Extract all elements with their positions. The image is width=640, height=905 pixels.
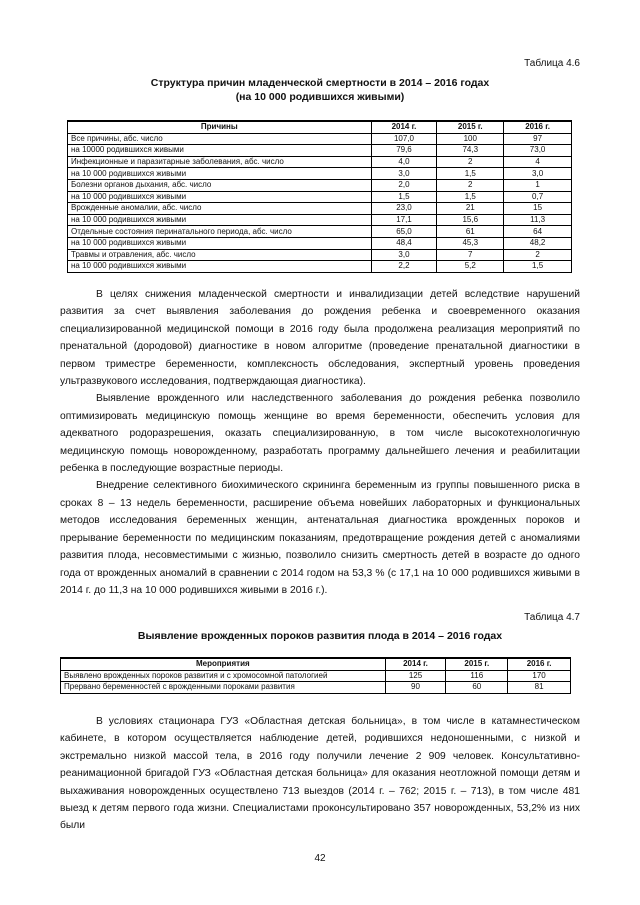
value-cell: 15,6 [437,214,504,226]
row-label-cell: Все причины, абс. число [68,133,372,145]
header-cell: 2015 г. [446,658,508,670]
value-cell: 74,3 [437,145,504,157]
table-row [68,191,572,203]
row-label-cell: Инфекционные и паразитарные заболевания, абс. число [68,156,372,168]
value-cell: 1,5 [371,191,437,203]
value-cell: 73,0 [504,145,572,157]
paragraph: Выявление врожденного или наследственного заболевания до рождения ребенка позволило оптимизировать медицинскую помощь женщине во время беременности, обеспечить условия для адекватного родоразрешения, оказать специализированную, в том числе высокотехнологичную медицинскую помощь новорожденному, разработать программу дальнейшего лечения и реабилитации ребенка в последующие возрастные периоды. [60,393,580,475]
value-cell: 1,5 [437,168,504,180]
row-label-cell: на 10 000 родившихся живыми [68,191,372,203]
table-row [68,133,572,145]
value-cell: 48,2 [504,237,572,249]
value-cell: 81 [508,682,571,694]
value-cell: 0,7 [504,191,572,203]
row-label-cell: на 10 000 родившихся живыми [68,237,372,249]
value-cell: 7 [437,249,504,261]
header-cell: 2015 г. [437,121,504,133]
table2-label: Таблица 4.7 [524,612,580,623]
table1-header-row [68,121,572,133]
table1-title-line2: (на 10 000 родившихся живыми) [235,91,405,103]
value-cell: 100 [437,133,504,145]
header-cell: Причины [68,121,372,133]
table-row [68,145,572,157]
table-row [68,156,572,168]
value-cell: 125 [385,670,446,682]
value-cell: 4,0 [371,156,437,168]
value-cell: 79,6 [371,145,437,157]
table-row [68,179,572,191]
table-row [61,682,571,694]
table-row [68,226,572,238]
value-cell: 21 [437,203,504,215]
value-cell: 11,3 [504,214,572,226]
value-cell: 65,0 [371,226,437,238]
value-cell: 97 [504,133,572,145]
table-row [68,249,572,261]
table2 [60,657,571,694]
value-cell: 3,0 [371,168,437,180]
text-block-2 [60,713,580,835]
row-label-cell: Отдельные состояния перинатального периода, абс. число [68,226,372,238]
header-cell: Мероприятия [61,658,386,670]
value-cell: 1 [504,179,572,191]
value-cell: 15 [504,203,572,215]
paragraph: В условиях стационара ГУЗ «Областная детская больница», в том числе в катамнестическом кабинете, в котором осуществляется наблюдение детей, родившихся недоношенными, с низкой и экстремально низкой массой тела, в 2016 году получили лечение 2 909 человек. Консультативно-реанимационной бригадой ГУЗ «Областная детская больница» для оказания неотложной помощи детям и выхаживания новорожденных осуществлено 713 выездов (2014 г. – 762; 2015 г. – 713), в том числе 481 выезд к детям первого года жизни. Специалистами проконсультировано 357 новорожденных, 53,2% из них были [60,716,580,832]
table-row [68,203,572,215]
value-cell: 170 [508,670,571,682]
text-block-1 [60,286,580,599]
row-label-cell: на 10000 родившихся живыми [68,145,372,157]
value-cell: 60 [446,682,508,694]
table2-body [61,670,571,693]
paragraph: Внедрение селективного биохимического скрининга беременным из группы повышенного риска в сроках 8 – 13 недель беременности, расширение объема новейших лабораторных и функциональных методов исследования беременных женщин, антенатальная диагностика врожденных пороков и прерывание беременности по медицинским показаниям, предотвращение рождения детей с аномалиями развития плода, несовместимыми с жизнью, позволило снизить смертность детей в возрасте до одного года от врожденных аномалий в сравнении с 2014 годом на 53,3 % (с 17,1 на 10 000 родившихся живыми в 2014 г. до 11,3 на 10 000 родившихся живыми в 2016 г.). [60,480,580,596]
table-row [61,670,571,682]
row-label-cell: Врожденные аномалии, абс. число [68,203,372,215]
table1 [67,120,572,273]
table-row [68,237,572,249]
value-cell: 17,1 [371,214,437,226]
table-row [68,261,572,273]
header-cell: 2016 г. [508,658,571,670]
value-cell: 48,4 [371,237,437,249]
table1-title-line1: Структура причин младенческой смертности в 2014 – 2016 годах [150,77,490,89]
table-row [68,214,572,226]
value-cell: 45,3 [437,237,504,249]
value-cell: 2 [437,179,504,191]
header-cell: 2014 г. [385,658,446,670]
value-cell: 116 [446,670,508,682]
row-label-cell: на 10 000 родившихся живыми [68,261,372,273]
table1-label: Таблица 4.6 [524,58,580,69]
value-cell: 64 [504,226,572,238]
row-label-cell: Травмы и отравления, абс. число [68,249,372,261]
value-cell: 2,2 [371,261,437,273]
table-row [68,168,572,180]
value-cell: 1,5 [437,191,504,203]
value-cell: 23,0 [371,203,437,215]
value-cell: 107,0 [371,133,437,145]
value-cell: 61 [437,226,504,238]
value-cell: 90 [385,682,446,694]
page-number: 42 [314,853,326,864]
table2-title: Выявление врожденных пороков развития плода в 2014 – 2016 годах [137,630,503,642]
value-cell: 2,0 [371,179,437,191]
paragraph: В целях снижения младенческой смертности и инвалидизации детей вследствие нарушений развития за счет выявления заболевания до рождения ребенка и своевременного оказания специализированной медицинской помощи в 2016 году была продолжена реализация мероприятий по пренатальной (дородовой) диагностике в новом алгоритме (проведение пренатальной диагностики в первом триместре беременности, комплексность обследования, экспертный уровень проведения ультразвукового исследования, подтверждающая диагностика). [60,289,580,388]
value-cell: 3,0 [371,249,437,261]
row-label-cell: на 10 000 родившихся живыми [68,214,372,226]
table2-header-row [61,658,571,670]
header-cell: 2016 г. [504,121,572,133]
value-cell: 1,5 [504,261,572,273]
value-cell: 4 [504,156,572,168]
value-cell: 5,2 [437,261,504,273]
value-cell: 2 [504,249,572,261]
row-label-cell: Выявлено врожденных пороков развития и с хромосомной патологией [61,670,386,682]
table1-title [60,76,580,104]
row-label-cell: Прервано беременностей с врожденными пороками развития [61,682,386,694]
value-cell: 3,0 [504,168,572,180]
value-cell: 2 [437,156,504,168]
row-label-cell: Болезни органов дыхания, абс. число [68,179,372,191]
row-label-cell: на 10 000 родившихся живыми [68,168,372,180]
table1-body [68,133,572,272]
header-cell: 2014 г. [371,121,437,133]
